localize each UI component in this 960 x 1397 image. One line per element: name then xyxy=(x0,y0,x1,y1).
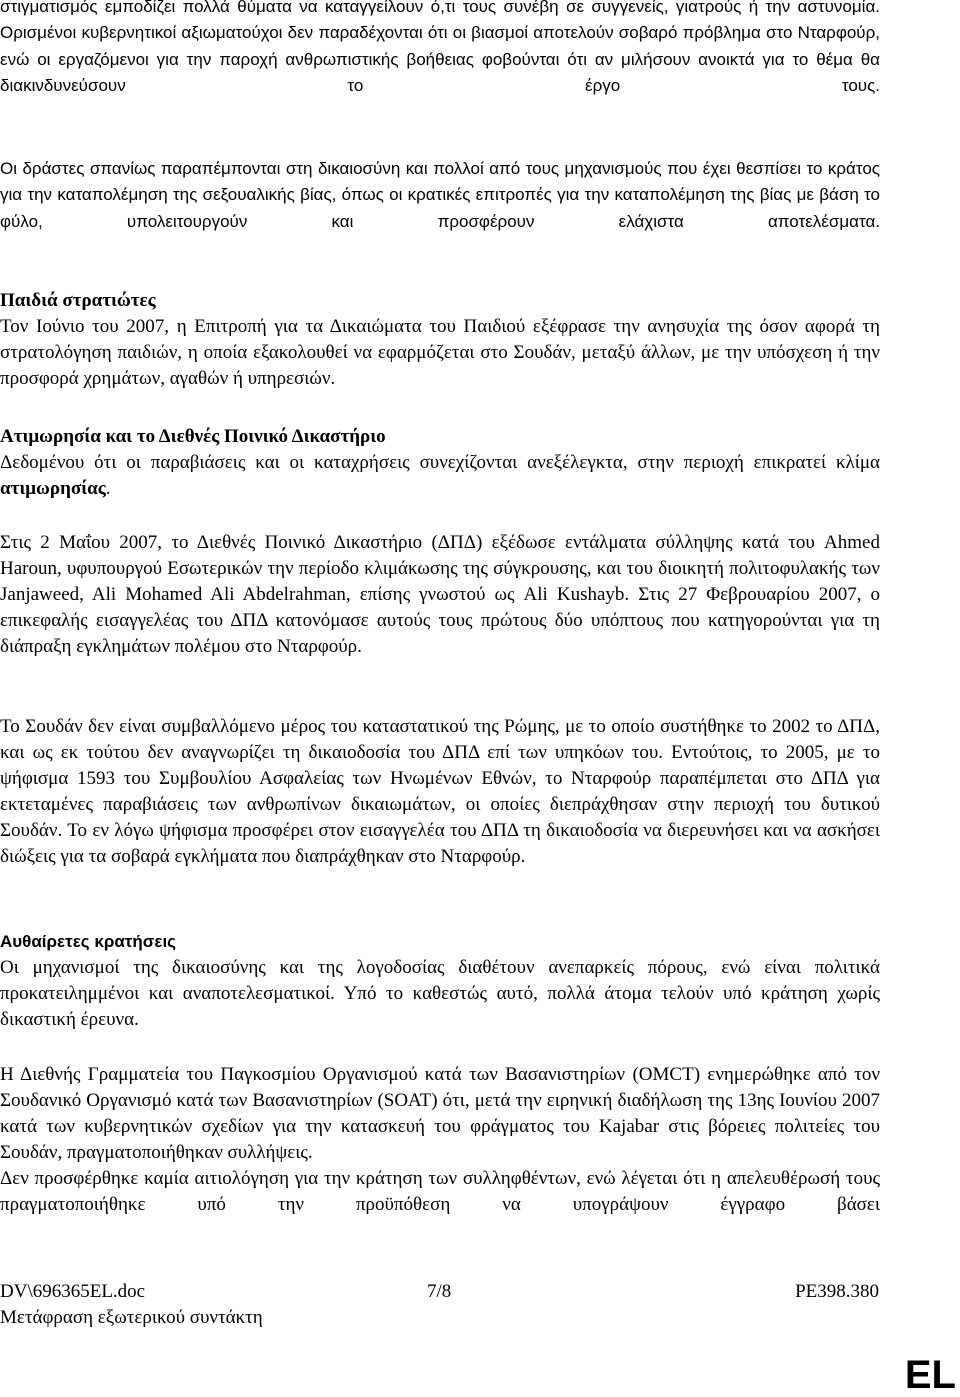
emphasis-impunity: ατιμωρησίας xyxy=(0,478,106,499)
paragraph-justice-mechanisms: Οι μηχανισμοί της δικαιοσύνης και της λογοδοσίας διαθέτουν ανεπαρκείς πόρους, ενώ είναι πολιτικά προκατειλημμένοι και αναποτελεσματικοί. Υπό το καθεστώς αυτό, πολλά άτομα τελούν υπό κράτηση χωρίς δικαστική έρευνα. xyxy=(0,957,880,1030)
section-omct xyxy=(0,1062,880,1218)
section-impunity xyxy=(0,424,880,502)
paragraph-icc-warrants: Στις 2 Μαΐου 2007, το Διεθνές Ποινικό Δικαστήριο (ΔΠΔ) εξέδωσε εντάλματα σύλληψης κατά του Ahmed Haroun, υφυπουργού Εσωτερικών την περίοδο κλιμάκωσης της σύγκρουσης, και του διοικητή πολιτοφυλακής των Janjaweed, Ali Mohamed Ali Abdelrahman, επίσης γνωστού ως Ali Kushayb. Στις 27 Φεβρουαρίου 2007, ο επικεφαλής εισαγγελέας του ΔΠΔ κατονόμασε αυτούς τους πρώτους δύο υπόπτους που κατηγορούνται για τη διάπραξη εγκλημάτων πολέμου στο Νταρφούρ. xyxy=(0,532,880,657)
heading-impunity: Ατιμωρησία και το Διεθνές Ποινικό Δικαστήριο xyxy=(0,426,386,447)
footer-doc-ref: DV\696365EL.doc xyxy=(0,1281,146,1302)
paragraph-stigma: στιγματισμός εμποδίζει πολλά θύματα να καταγγείλουν ό,τι τους συνέβη σε συγγενείς, γιατρούς ή την αστυνομία. Ορισμένοι κυβερνητικοί αξιωματούχοι δεν παραδέχονται ότι οι βιασμοί αποτελούν σοβαρό πρόβλημα στο Νταρφούρ, ενώ οι εργαζόμενοι για την παροχή ανθρωπιστικής βοήθειας φοβούνται ότι αν μιλήσουν ανοικτά για το θέμα θα διακινδυνεύσουν το έργο τους. xyxy=(0,0,880,95)
heading-arbitrary-detention: Αυθαίρετες κρατήσεις xyxy=(0,932,177,951)
paragraph-omct: Η Διεθνής Γραμματεία του Παγκοσμίου Οργανισμού κατά των Βασανιστηρίων (OMCT) ενημερώθηκε από τον Σουδανικό Οργανισμό κατά των Βασανιστηρίων (SOAT) ότι, μετά την ειρηνική διαδήλωση της 13ης Ιουνίου 2007 κατά των κυβερνητικών σχεδίων για την κατασκευή του φράγματος του Kajabar στις βόρειες πολιτείες του Σουδάν, πραγματοποιήθηκαν συλλήψεις. xyxy=(0,1064,880,1163)
paragraph-impunity: Δεδομένου ότι οι παραβιάσεις και οι καταχρήσεις συνεχίζονται ανεξέλεγκτα, στην περιοχή επικρατεί κλίμα ατιμωρησίας. xyxy=(0,452,880,499)
section-icc-warrants xyxy=(0,530,880,660)
paragraph-child-soldiers: Τον Ιούνιο του 2007, η Επιτροπή για τα Δικαιώματα του Παιδιού εξέφρασε την ανησυχία της όσον αφορά τη στρατολόγηση παιδιών, η οποία εξακολουθεί να εφαρμόζεται στο Σουδάν, μεταξύ άλλων, με την υπόσχεση ή την προσφορά χρημάτων, αγαθών ή υπηρεσιών. xyxy=(0,316,880,389)
paragraph-perpetrators: Οι δράστες σπανίως παραπέμπονται στη δικαιοσύνη και πολλοί από τους μηχανισμούς που έχει θεσπίσει το κράτος για την καταπολέμηση της σεξουαλικής βίας, όπως οι κρατικές επιτροπές για την καταπολέμηση της βίας με βάση το φύλο, υπολειτουργούν και προσφέρουν ελάχιστα αποτελέσματα. xyxy=(0,159,880,231)
language-code: EL xyxy=(904,1353,956,1397)
heading-child-soldiers: Παιδιά στρατιώτες xyxy=(0,290,156,311)
section-child-soldiers xyxy=(0,288,880,392)
footer-translation-note: Μετάφραση εξωτερικού συντάκτη xyxy=(0,1307,263,1328)
section-rome-statute xyxy=(0,714,880,870)
section-arbitrary-detention xyxy=(0,929,880,1033)
paragraph-release-conditions: Δεν προσφέρθηκε καμία αιτιολόγηση για την κράτηση των συλληφθέντων, ενώ λέγεται ότι η απελευθέρωσή τους πραγματοποιήθηκε υπό την προϋπόθεση να υπογράψουν έγγραφο βάσει xyxy=(0,1168,880,1215)
footer-pe-ref: PE398.380 xyxy=(795,1281,879,1302)
footer-page-number: 7/8 xyxy=(427,1281,452,1302)
paragraph-rome-statute: Το Σουδάν δεν είναι συμβαλλόμενο μέρος του καταστατικού της Ρώμης, με το οποίο συστήθηκε το 2002 το ΔΠΔ, και ως εκ τούτου δεν αναγνωρίζει τη δικαιοδοσία του ΔΠΔ επί των υπηκόων του. Εντούτοις, το 2005, με το ψήφισμα 1593 του Συμβουλίου Ασφαλείας των Ηνωμένων Εθνών, το Νταρφούρ παραπέμπεται στο ΔΠΔ για εκτεταμένες παραβιάσεις των ανθρωπίνων δικαιωμάτων, οι οποίες διεπράχθησαν στην περιοχή του δυτικού Σουδάν. Το εν λόγω ψήφισμα προσφέρει στον εισαγγελέα του ΔΠΔ τη δικαιοδοσία να διερευνήσει και να ασκήσει διώξεις για τα σοβαρά εγκλήματα που διαπράχθηκαν στο Νταρφούρ. xyxy=(0,716,880,867)
